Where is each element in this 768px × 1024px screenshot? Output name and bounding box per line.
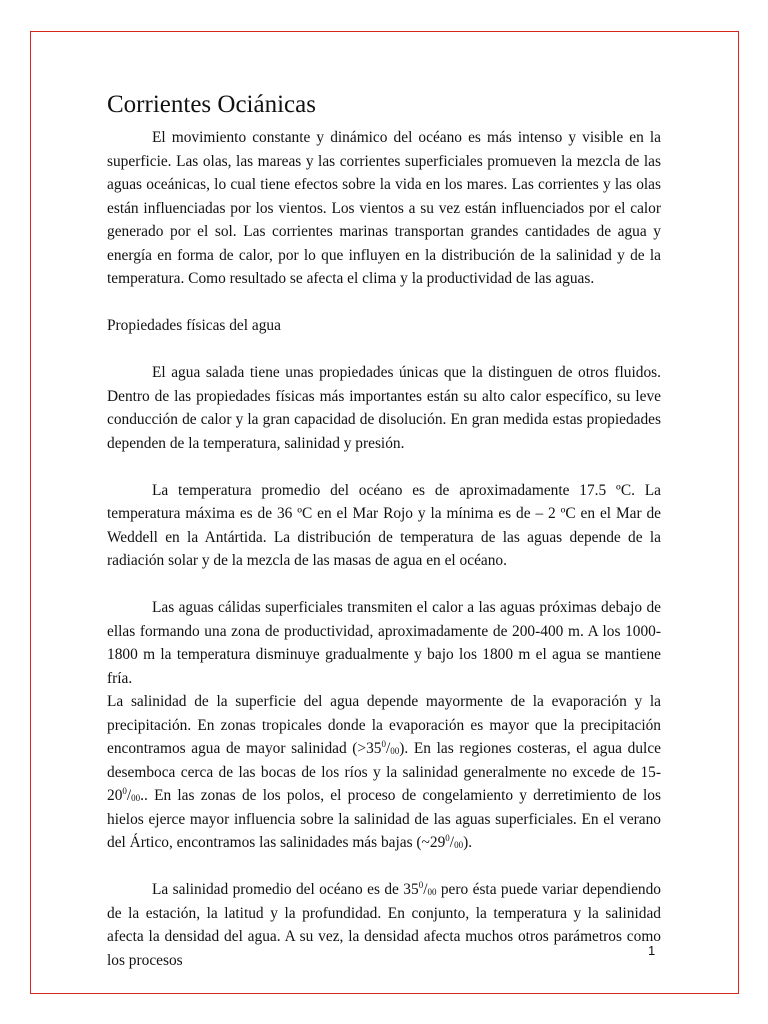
superscript: 0 [122, 786, 127, 796]
subscript: 00 [454, 840, 464, 850]
spacer [107, 455, 661, 479]
superscript: 0 [381, 739, 386, 749]
text-span: / [386, 740, 391, 757]
subscript: 00 [131, 793, 141, 803]
paragraph-average-salinity [107, 878, 661, 972]
spacer [107, 291, 661, 315]
text-span: La salinidad de la superficie del agua depende mayormente de la evaporación y la precipitación. En zonas tropicales donde la evaporación es mayor que la precipitación encontramos agua de mayor salinidad (>35 [107, 693, 661, 757]
paragraph-intro: El movimiento constante y dinámico del océano es más intenso y visible en la superficie. Las olas, las mareas y las corrientes superficiales promueven la mezcla de las aguas oceánicas, lo cual tiene efectos sobre la vida en los mares. Las corrientes y las olas están influenciadas por los vientos. Los vientos a su vez están influenciados por el calor generado por el sol. Las corrientes marinas transportan grandes cantidades de agua y energía en forma de calor, por lo que influyen en la distribución de la salinidad y de la temperatura. Como resultado se afecta el clima y la productividad de las aguas. [107, 129, 661, 287]
text-span: / [449, 834, 455, 851]
text-span: ). En las regiones costeras, el agua dulce desemboca cerca de las bocas de los ríos y la salinidad generalmente no excede de 15-20 [107, 740, 661, 804]
superscript: 0 [445, 833, 450, 843]
page-number: 1 [648, 943, 656, 958]
document-title: Corrientes Ociánicas [107, 91, 316, 118]
subscript: 00 [427, 887, 437, 897]
text-span: .. En las zonas de los polos, el proceso de congelamiento y derretimiento de los hielos ejerce mayor influencia sobre la salinidad de las aguas superficiales. En el verano del Ártico, encontramos las salinidades más bajas (~29 [107, 787, 661, 851]
spacer [107, 573, 661, 597]
paragraph-properties: El agua salada tiene unas propiedades únicas que la distinguen de otros fluidos. Dentro de las propiedades físicas más importantes están su alto calor específico, su leve conducción de calor y la gran capacidad de disolución. En gran medida estas propiedades dependen de la temperatura, salinidad y presión. [107, 364, 661, 452]
paragraph-warm-waters: Las aguas cálidas superficiales transmiten el calor a las aguas próximas debajo de ellas formando una zona de productividad, aproximadamente de 200-400 m. A los 1000-1800 m la temperatura disminuye gradualmente y bajo los 1800 m el agua se mantiene fría. [107, 599, 661, 687]
text-span: / [126, 787, 132, 804]
text-span: pero ésta puede variar dependiendo de la estación, la latitud y la profundidad. En conjunto, la temperatura y la salinidad afecta la densidad del agua. A su vez, la densidad afecta muchos otros parámetros como los procesos [107, 881, 661, 969]
text-span: La salinidad promedio del océano es de 35 [152, 881, 419, 898]
document-body [107, 88, 661, 972]
text-span: ). [463, 834, 473, 851]
superscript: 0 [418, 880, 424, 890]
spacer [107, 338, 661, 362]
spacer [107, 855, 661, 879]
subscript: 00 [390, 746, 400, 756]
section-heading: Propiedades físicas del agua [107, 317, 281, 334]
paragraph-salinity [107, 690, 661, 855]
paragraph-temperature: La temperatura promedio del océano es de aproximadamente 17.5 ºC. La temperatura máxima es de 36 ºC en el Mar Rojo y la mínima es de – 2 ºC en el Mar de Weddell en la Antártida. La distribución de temperatura de las aguas depende de la radiación solar y de la mezcla de las masas de agua en el océano. [107, 481, 661, 569]
text-span: / [423, 881, 428, 898]
